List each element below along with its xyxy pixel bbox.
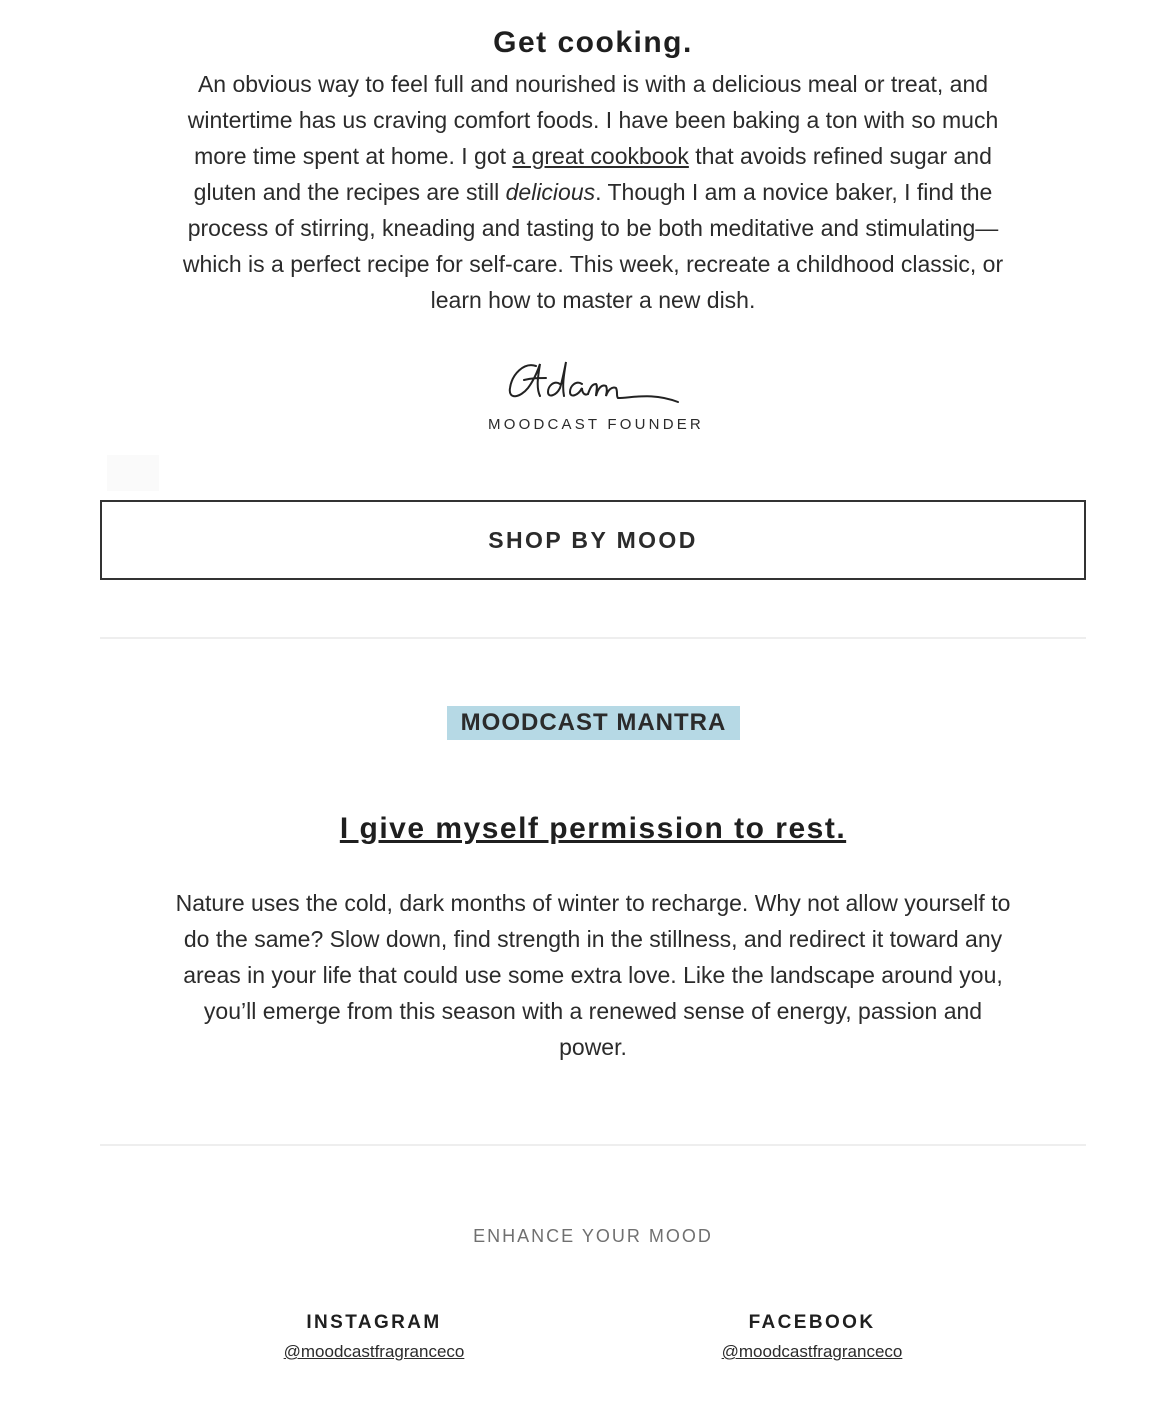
- mantra-title: [0, 812, 1162, 846]
- section-heading-cooking: Get cooking.: [493, 26, 693, 59]
- cooking-emphasis: delicious: [505, 179, 596, 205]
- instagram-block: [224, 1312, 524, 1362]
- section-divider: [100, 1144, 1086, 1146]
- facebook-block: [662, 1312, 962, 1362]
- cooking-text-3: . Though I am a novice baker, I find the process of stirring, kneading and tasting to be both meditative and stimulating—which is a perfect recipe for self-care. This week, recreate a childhood classic, or learn how to master a new dish.: [182, 179, 1004, 313]
- cooking-text-1: An obvious way to feel full and nourished is with a delicious meal or treat, and wintertime has us craving comfort foods. I have been baking a ton with so much more time spent at home. I got: [187, 71, 999, 169]
- cookbook-link[interactable]: a great cookbook: [512, 143, 689, 169]
- enhance-your-mood-heading: ENHANCE YOUR MOOD: [473, 1226, 713, 1246]
- mantra-title-link[interactable]: I give myself permission to rest.: [339, 812, 847, 845]
- facebook-handle-link[interactable]: @moodcastfragranceco: [721, 1342, 903, 1361]
- instagram-handle-link[interactable]: @moodcastfragranceco: [283, 1342, 465, 1361]
- cooking-text-2: that avoids refined sugar and gluten and the recipes are still: [193, 143, 992, 205]
- spacer-image: [107, 455, 159, 491]
- founder-title: MOODCAST FOUNDER: [488, 416, 704, 433]
- instagram-label: INSTAGRAM: [306, 1312, 442, 1333]
- mantra-label: MOODCAST MANTRA: [447, 706, 740, 740]
- facebook-label: FACEBOOK: [748, 1312, 876, 1333]
- mantra-paragraph: Nature uses the cold, dark months of winter to recharge. Why not allow yourself to do the same? Slow down, find strength in the stillness, and redirect it toward any areas in your life that could use some extra love. Like the landscape around you, you’ll emerge from this season with a renewed sense of energy, passion and power.: [175, 890, 1011, 1060]
- founder-signature: [502, 352, 686, 410]
- section-divider: [100, 637, 1086, 639]
- shop-by-mood-button[interactable]: SHOP BY MOOD: [100, 500, 1086, 580]
- cooking-paragraph: [175, 66, 1011, 318]
